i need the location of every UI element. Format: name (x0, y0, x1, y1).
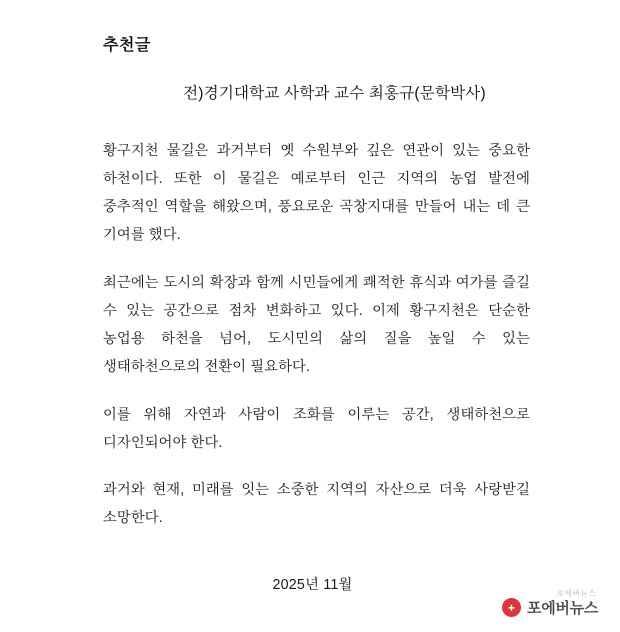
body-paragraph: 이를 위해 자연과 사람이 조화를 이루는 공간, 생태하천으로 디자인되어야 한다. (103, 407, 530, 451)
body-paragraph: 황구지천 물길은 과거부터 옛 수원부와 깊은 연관이 있는 중요한 하천이다. 또한 이 물길은 예로부터 인근 지역의 농업 발전에 중추적인 역할을 해왔으며, 풍요로운 곡창지대를 만들어 내는 데 큰 기여를 했다. (103, 143, 530, 243)
document-body (103, 137, 530, 532)
watermark-logo-icon: + (502, 598, 521, 617)
document-date: 2025년 11월 (272, 577, 353, 593)
watermark-label: 포에버뉴스 (527, 600, 598, 617)
body-paragraph: 과거와 현재, 미래를 잇는 소중한 지역의 자산으로 더욱 사랑받길 소망한다. (103, 482, 530, 526)
watermark-subtext: 포에버뉴스 (556, 589, 596, 598)
page-title: 추천글 (103, 37, 151, 54)
watermark (502, 597, 598, 618)
body-paragraph: 최근에는 도시의 확장과 함께 시민들에게 쾌적한 휴식과 여가를 즐길 수 있는 공간으로 점차 변화하고 있다. 이제 황구지천은 단순한 농업용 하천을 넘어, 도시민의 삶의 질을 높일 수 있는 생태하천으로의 전환이 필요하다. (103, 275, 530, 375)
author-byline: 전)경기대학교 사학과 교수 최홍규(문학박사) (183, 85, 486, 102)
